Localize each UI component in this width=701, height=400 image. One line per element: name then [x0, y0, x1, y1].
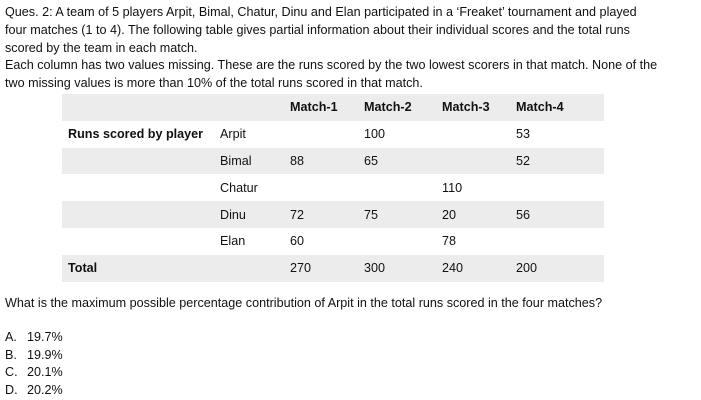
table-header-row — [62, 94, 604, 121]
option-text: 20.2% — [27, 383, 63, 398]
option-a[interactable] — [5, 329, 63, 347]
option-letter: C. — [5, 365, 18, 380]
player-name: Elan — [220, 234, 246, 249]
table-row-total — [62, 255, 604, 282]
score-cell — [290, 174, 364, 201]
question-prompt: What is the maximum possible percentage contribution of Arpit in the total runs scored in the four matches? — [5, 296, 603, 310]
score-cell: 110 — [442, 180, 463, 195]
option-text: 19.7% — [27, 330, 63, 344]
note-line: two missing values is more than 10% of the total runs scored in that match. — [5, 76, 423, 91]
option-letter: A. — [5, 330, 17, 344]
table-row-elan — [62, 228, 604, 255]
header-match-2: Match-2 — [364, 94, 442, 121]
total-cell: 240 — [442, 255, 516, 282]
score-cell: 52 — [516, 148, 604, 175]
table-row-arpit — [62, 121, 604, 148]
table-row-chatur — [62, 174, 604, 201]
table-row-dinu — [62, 201, 604, 228]
question-line: Ques. 2: A team of 5 players Arpit, Bimal, Chatur, Dinu and Elan participated in a ‘Freaket’ tournament and played — [5, 5, 637, 19]
score-cell — [516, 228, 604, 255]
score-cell: 72 — [290, 201, 364, 228]
score-cell: 88 — [290, 148, 364, 175]
player-name: Bimal — [220, 148, 290, 175]
header-empty-cell — [220, 94, 290, 121]
header-empty-cell — [62, 94, 220, 121]
score-cell — [516, 174, 604, 201]
option-text: 20.1% — [27, 365, 63, 380]
score-cell — [442, 148, 516, 175]
score-cell: 60 — [290, 234, 305, 249]
total-label: Total — [62, 255, 220, 282]
score-cell — [442, 121, 516, 148]
score-cell: 75 — [364, 201, 442, 228]
player-name: Arpit — [220, 127, 246, 142]
score-cell — [290, 121, 364, 148]
empty-cell — [62, 148, 220, 175]
header-match-3: Match-3 — [442, 94, 516, 121]
answer-options — [5, 329, 63, 400]
option-letter: D. — [5, 383, 18, 398]
note-line: Each column has two values missing. These are the runs scored by the two lowest scorers in that match. None of the — [5, 58, 658, 72]
question-text — [5, 3, 695, 58]
question-line: four matches (1 to 4). The following table gives partial information about their individual scores and the total runs — [5, 23, 630, 38]
empty-cell — [62, 174, 220, 201]
total-cell: 300 — [364, 255, 442, 282]
option-c[interactable] — [5, 364, 63, 382]
empty-cell — [220, 255, 290, 282]
score-cell: 78 — [442, 234, 457, 249]
option-text: 19.9% — [27, 347, 63, 362]
score-cell — [364, 174, 442, 201]
score-cell: 65 — [364, 148, 442, 175]
question-line: scored by the team in each match. — [5, 41, 198, 56]
empty-cell — [62, 201, 220, 228]
player-name: Dinu — [220, 201, 290, 228]
table-row-bimal — [62, 148, 604, 175]
missing-values-note — [5, 56, 695, 92]
score-cell: 100 — [364, 127, 386, 142]
score-cell: 56 — [516, 201, 604, 228]
header-match-4: Match-4 — [516, 94, 604, 121]
option-letter: B. — [5, 347, 17, 362]
group-label: Runs scored by player — [68, 127, 204, 142]
player-name: Chatur — [220, 180, 258, 195]
empty-cell — [62, 228, 220, 255]
header-match-1: Match-1 — [290, 94, 364, 121]
option-b[interactable] — [5, 347, 63, 365]
score-cell: 53 — [516, 127, 531, 142]
total-cell: 270 — [290, 255, 364, 282]
scores-table — [62, 94, 604, 282]
option-d[interactable] — [5, 382, 63, 400]
score-cell — [364, 228, 442, 255]
total-cell: 200 — [516, 255, 604, 282]
score-cell: 20 — [442, 201, 516, 228]
